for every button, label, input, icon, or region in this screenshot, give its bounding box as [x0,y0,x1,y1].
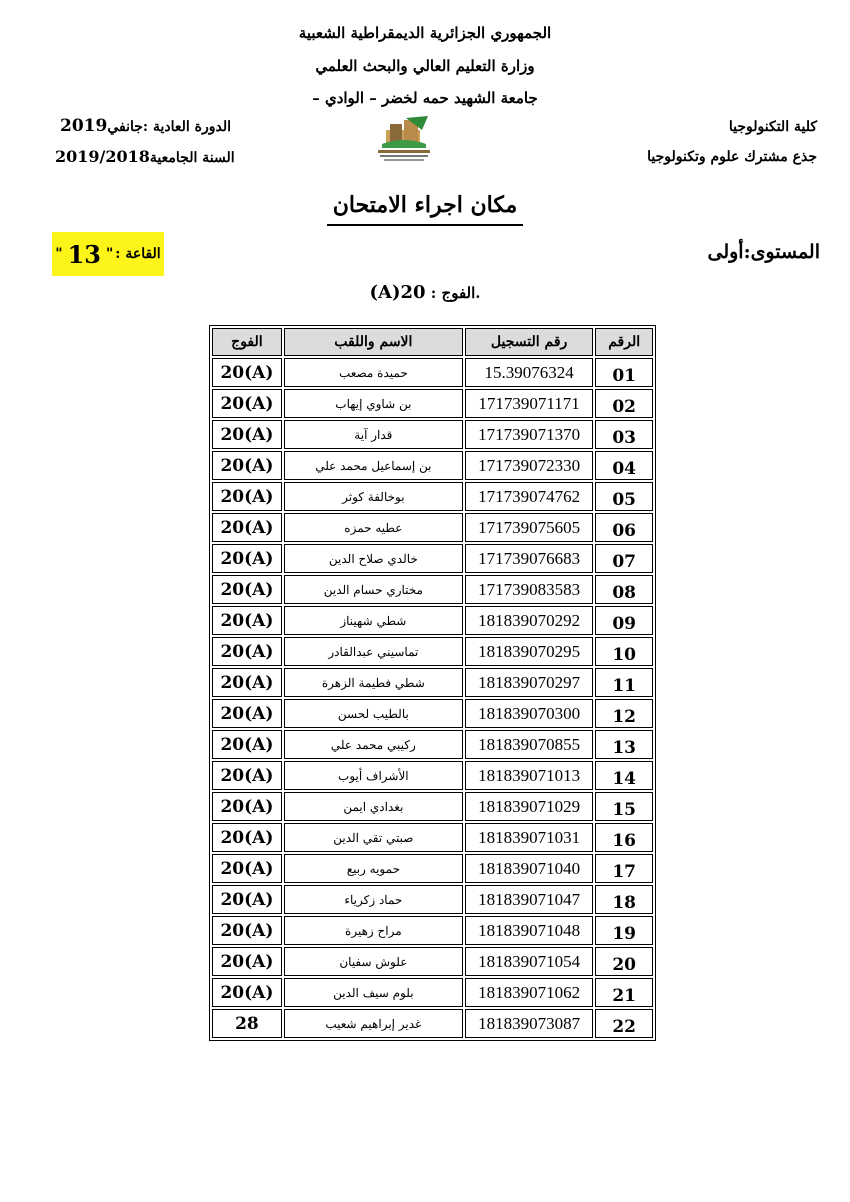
row-group: 28 [212,1009,282,1038]
row-num: 06 [595,513,653,542]
row-num: 03 [595,420,653,449]
row-group: 20(A) [212,947,282,976]
row-reg: 181839070292 [465,606,593,635]
row-reg: 171739075605 [465,513,593,542]
table-row [212,699,653,728]
header-reg: رقم التسجيل [465,328,593,356]
row-num: 04 [595,451,653,480]
row-name: بن إسماعيل محمد علي [284,451,463,480]
row-name: مراح زهيرة [284,916,463,945]
row-group: 20(A) [212,637,282,666]
table-header-row [212,328,653,356]
row-num: 20 [595,947,653,976]
row-group: 20(A) [212,513,282,542]
session-year: 2019 [60,116,108,136]
row-reg: 181839070297 [465,668,593,697]
row-name: عطيه حمزه [284,513,463,542]
row-reg: 171739072330 [465,451,593,480]
table-row [212,451,653,480]
table-row [212,947,653,976]
table-row [212,823,653,852]
hall-number: 13 [67,239,101,269]
row-name: غدير إبراهيم شعيب [284,1009,463,1038]
row-num: 12 [595,699,653,728]
row-group: 20(A) [212,978,282,1007]
row-reg: 181839071040 [465,854,593,883]
row-num: 17 [595,854,653,883]
row-name: صبتي تقي الدين [284,823,463,852]
student-roster-table [209,325,656,1041]
table-row [212,1009,653,1038]
university-heading: جامعة الشهيد حمه لخضر – الوادي – [312,89,538,107]
row-num: 11 [595,668,653,697]
row-num: 05 [595,482,653,511]
table-row [212,544,653,573]
level-label: المستوى:أولى [707,241,820,263]
group-line-value: 20 [400,282,426,303]
row-num: 14 [595,761,653,790]
row-num: 16 [595,823,653,852]
row-name: علوش سفيان [284,947,463,976]
row-num: 18 [595,885,653,914]
header-name: الاسم واللقب [284,328,463,356]
row-group: 20(A) [212,792,282,821]
table-row [212,792,653,821]
table-row [212,668,653,697]
row-reg: 181839070295 [465,637,593,666]
row-num: 19 [595,916,653,945]
row-num: 07 [595,544,653,573]
row-reg: 181839071048 [465,916,593,945]
row-num: 13 [595,730,653,759]
table-row [212,420,653,449]
table-row [212,575,653,604]
table-row [212,606,653,635]
table-row [212,637,653,666]
row-name: بلوم سيف الدين [284,978,463,1007]
row-name: حماد زكرياء [284,885,463,914]
row-reg: 181839070855 [465,730,593,759]
row-reg: 181839071029 [465,792,593,821]
row-name: خالدي صلاح الدين [284,544,463,573]
group-line-label: .الفوج : [430,284,481,302]
row-num: 09 [595,606,653,635]
page-title: مكان اجراء الامتحان [0,192,850,226]
row-name: الأشراف أيوب [284,761,463,790]
table-row [212,358,653,387]
row-num: 02 [595,389,653,418]
hall-quote-close: " [55,246,63,262]
row-num: 15 [595,792,653,821]
university-logo-icon [376,114,432,164]
row-group: 20(A) [212,575,282,604]
hall-badge [52,232,164,276]
row-reg: 171739076683 [465,544,593,573]
row-group: 20(A) [212,389,282,418]
row-name: حميدة مصعب [284,358,463,387]
row-reg: 181839073087 [465,1009,593,1038]
table-row [212,389,653,418]
row-name: ركيبي محمد علي [284,730,463,759]
row-group: 20(A) [212,916,282,945]
row-group: 20(A) [212,606,282,635]
row-name: بوخالفة كوثر [284,482,463,511]
row-group: 20(A) [212,761,282,790]
row-group: 20(A) [212,823,282,852]
row-name: شطي فطيمة الزهرة [284,668,463,697]
row-reg: 171739074762 [465,482,593,511]
row-reg: 181839070300 [465,699,593,728]
academic-year-info [55,147,235,166]
row-name: بغدادي ايمن [284,792,463,821]
row-reg: 171739083583 [465,575,593,604]
row-reg: 171739071171 [465,389,593,418]
faculty-label: كلية التكنولوجيا [728,119,817,135]
row-name: شطي شهيناز [284,606,463,635]
header-num: الرقم [595,328,653,356]
table-row [212,730,653,759]
table-row [212,761,653,790]
row-reg: 181839071047 [465,885,593,914]
row-group: 20(A) [212,451,282,480]
row-reg: 171739071370 [465,420,593,449]
row-num: 10 [595,637,653,666]
row-reg: 181839071013 [465,761,593,790]
row-group: 20(A) [212,730,282,759]
group-line-suffix: (A) [369,282,401,303]
row-group: 20(A) [212,358,282,387]
row-reg: 181839071054 [465,947,593,976]
hall-label: القاعة : [115,246,161,262]
table-row [212,482,653,511]
row-num: 01 [595,358,653,387]
table-row [212,916,653,945]
session-label: الدورة العادية :جانفي [107,119,231,135]
row-name: حمويه ربيع [284,854,463,883]
republic-heading: الجمهوري الجزائرية الديمقراطية الشعبية [298,24,552,42]
academic-year-label: السنة الجامعية [149,150,235,166]
row-group: 20(A) [212,854,282,883]
row-group: 20(A) [212,885,282,914]
group-line [0,282,850,303]
row-group: 20(A) [212,420,282,449]
row-name: مختاري حسام الدين [284,575,463,604]
table-row [212,854,653,883]
ministry-heading: وزارة التعليم العالي والبحث العلمي [315,57,535,75]
row-num: 22 [595,1009,653,1038]
row-reg: 181839071031 [465,823,593,852]
row-reg: 181839071062 [465,978,593,1007]
row-group: 20(A) [212,699,282,728]
table-row [212,513,653,542]
row-name: تماسيني عبدالقادر [284,637,463,666]
row-num: 21 [595,978,653,1007]
common-core-label: جذع مشترك علوم وتكنولوجيا [647,149,817,165]
row-name: بن شاوي إيهاب [284,389,463,418]
row-group: 20(A) [212,544,282,573]
header-group: الفوج [212,328,282,356]
row-num: 08 [595,575,653,604]
row-reg: 15.39076324 [465,358,593,387]
session-info [60,116,231,136]
row-name: قدار آية [284,420,463,449]
row-name: بالطيب لحسن [284,699,463,728]
row-group: 20(A) [212,482,282,511]
table-row [212,978,653,1007]
hall-quote-open: " [106,246,114,262]
academic-year-value: 2019/2018 [55,147,150,166]
row-group: 20(A) [212,668,282,697]
table-row [212,885,653,914]
